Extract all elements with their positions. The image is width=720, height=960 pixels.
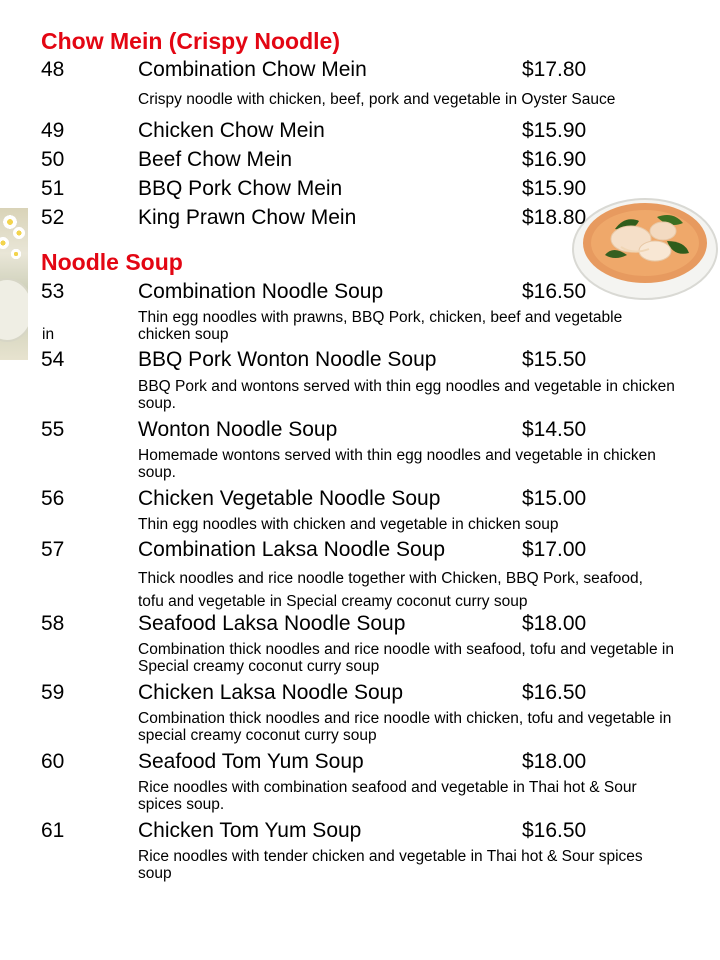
item-name: Combination Chow Mein (138, 58, 367, 81)
noodle-soup-heading: Noodle Soup (41, 249, 183, 275)
chow-mein-heading: Chow Mein (Crispy Noodle) (41, 28, 340, 54)
item-name: Seafood Tom Yum Soup (138, 750, 364, 773)
item-price: $14.50 (522, 418, 587, 441)
item-price: $17.00 (522, 538, 587, 561)
item-description: Combination thick noodles and rice noodle with seafood, tofu and vegetable in Special creamy coconut curry soup (138, 641, 674, 675)
item-price: $18.80 (522, 206, 587, 229)
item-description: Combination thick noodles and rice noodle with chicken, tofu and vegetable in special creamy coconut curry soup (138, 710, 672, 744)
menu-item (0, 176, 720, 202)
menu-item (0, 680, 720, 706)
item-number: 51 (41, 177, 65, 200)
item-description: Thick noodles and rice noodle together with Chicken, BBQ Pork, seafood, tofu and vegetable in Special creamy coconut curry soup (138, 570, 643, 610)
item-name: Chicken Laksa Noodle Soup (138, 681, 404, 704)
stray-text: in (42, 326, 55, 343)
item-number: 56 (41, 487, 65, 510)
menu-item (0, 147, 720, 173)
item-name: Chicken Chow Mein (138, 119, 325, 142)
item-price: $18.00 (522, 612, 587, 635)
item-name: King Prawn Chow Mein (138, 206, 357, 229)
item-price: $17.80 (522, 58, 587, 81)
item-price: $15.90 (522, 119, 587, 142)
item-number: 52 (41, 206, 65, 229)
item-number: 57 (41, 538, 65, 561)
item-description: Rice noodles with combination seafood and vegetable in Thai hot & Sour spices soup. (138, 779, 637, 813)
item-name: Chicken Vegetable Noodle Soup (138, 487, 441, 510)
item-number: 58 (41, 612, 65, 635)
menu-item (0, 279, 720, 305)
item-name: Seafood Laksa Noodle Soup (138, 612, 406, 635)
item-description: Homemade wontons served with thin egg noodles and vegetable in chicken soup. (138, 447, 656, 481)
item-name: Chicken Tom Yum Soup (138, 819, 362, 842)
item-price: $16.50 (522, 681, 587, 704)
item-price: $18.00 (522, 750, 587, 773)
item-number: 48 (41, 58, 65, 81)
item-number: 61 (41, 819, 65, 842)
item-price: $16.90 (522, 148, 587, 171)
item-name: BBQ Pork Wonton Noodle Soup (138, 348, 437, 371)
item-name: Combination Laksa Noodle Soup (138, 538, 446, 561)
item-number: 59 (41, 681, 65, 704)
menu-item (0, 749, 720, 775)
item-name: BBQ Pork Chow Mein (138, 177, 343, 200)
item-number: 60 (41, 750, 65, 773)
menu-item (0, 611, 720, 637)
menu-item (0, 205, 720, 231)
item-price: $15.00 (522, 487, 587, 510)
menu-item (0, 347, 720, 373)
menu-item (0, 537, 720, 563)
item-price: $15.90 (522, 177, 587, 200)
item-number: 49 (41, 119, 65, 142)
item-price: $15.50 (522, 348, 587, 371)
item-name: Beef Chow Mein (138, 148, 293, 171)
item-description: Thin egg noodles with chicken and vegetable in chicken soup (138, 516, 559, 533)
menu-item (0, 118, 720, 144)
item-number: 53 (41, 280, 65, 303)
menu-item (0, 417, 720, 443)
menu-item (0, 57, 720, 83)
item-description: BBQ Pork and wontons served with thin egg noodles and vegetable in chicken soup. (138, 378, 675, 412)
item-number: 54 (41, 348, 65, 371)
item-description: Crispy noodle with chicken, beef, pork and vegetable in Oyster Sauce (138, 91, 616, 108)
menu-item (0, 818, 720, 844)
item-price: $16.50 (522, 819, 587, 842)
item-description: Rice noodles with tender chicken and vegetable in Thai hot & Sour spices soup (138, 848, 643, 882)
item-description: Thin egg noodles with prawns, BBQ Pork, chicken, beef and vegetable chicken soup (138, 309, 623, 343)
menu-item (0, 486, 720, 512)
item-name: Wonton Noodle Soup (138, 418, 338, 441)
item-name: Combination Noodle Soup (138, 280, 384, 303)
item-number: 50 (41, 148, 65, 171)
item-number: 55 (41, 418, 65, 441)
item-price: $16.50 (522, 280, 587, 303)
